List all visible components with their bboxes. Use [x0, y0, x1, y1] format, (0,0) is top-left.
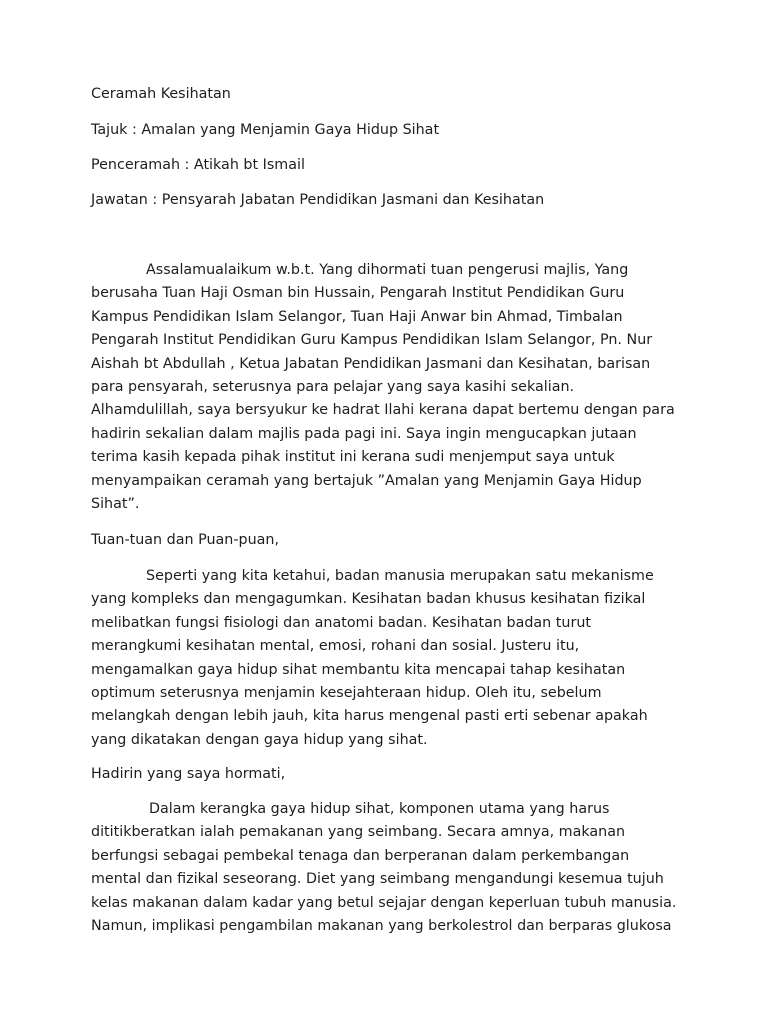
paragraph-line: Seperti yang kita ketahui, badan manusia merupakan satu mekanisme: [146, 568, 654, 584]
paragraph-line: hadirin sekalian dalam majlis pada pagi ini. Saya ingin mengucapkan jutaan: [91, 425, 637, 442]
paragraph-line: dititikberatkan ialah pemakanan yang seimbang. Secara amnya, makanan: [91, 824, 626, 841]
paragraph-line: Kampus Pendidikan Islam Selangor, Tuan Haji Anwar bin Ahmad, Timbalan: [91, 308, 623, 325]
paragraph-line: mengamalkan gaya hidup sihat membantu kita mencapai tahap kesihatan: [91, 661, 626, 678]
paragraph-line: melangkah dengan lebih jauh, kita harus mengenal pasti erti sebenar apakah: [91, 708, 648, 725]
paragraph-line: kelas makanan dalam kadar yang betul sejajar dengan keperluan tubuh manusia.: [91, 894, 677, 911]
body-paragraph: [91, 798, 691, 938]
salutation: Hadirin yang saya hormati,: [91, 766, 286, 782]
paragraph-line: yang dikatakan dengan gaya hidup yang sihat.: [91, 731, 428, 748]
opening-paragraph: [91, 259, 691, 516]
paragraph-line: Pengarah Institut Pendidikan Guru Kampus Pendidikan Islam Selangor, Pn. Nur: [91, 332, 653, 349]
paragraph-line: mental dan fizikal seseorang. Diet yang seimbang mengandungi kesemua tujuh: [91, 871, 664, 888]
position-line: Jawatan : Pensyarah Jabatan Pendidikan Jasmani dan Kesihatan: [91, 192, 545, 208]
paragraph-line: menyampaikan ceramah yang bertajuk ”Amalan yang Menjamin Gaya Hidup: [91, 472, 642, 489]
body-paragraph: [91, 565, 691, 752]
paragraph-line: para pensyarah, seterusnya para pelajar yang saya kasihi sekalian.: [91, 379, 575, 396]
paragraph-line: terima kasih kepada pihak institut ini kerana sudi menjemput saya untuk: [91, 449, 615, 466]
paragraph-line: Alhamdulillah, saya bersyukur ke hadrat Ilahi kerana dapat bertemu dengan para: [91, 402, 675, 419]
document-title: Ceramah Kesihatan: [91, 86, 231, 102]
paragraph-line: yang kompleks dan mengagumkan. Kesihatan badan khusus kesihatan fizikal: [91, 591, 646, 608]
speaker-line: Penceramah : Atikah bt Ismail: [91, 157, 305, 173]
paragraph-line: berfungsi sebagai pembekal tenaga dan berperanan dalam perkembangan: [91, 847, 630, 864]
paragraph-line: optimum seterusnya menjamin kesejahteraan hidup. Oleh itu, sebelum: [91, 685, 602, 702]
paragraph-line: Sihat”.: [91, 496, 140, 513]
paragraph-line: merangkumi kesihatan mental, emosi, rohani dan sosial. Justeru itu,: [91, 638, 580, 655]
paragraph-line: berusaha Tuan Haji Osman bin Hussain, Pengarah Institut Pendidikan Guru: [91, 285, 625, 302]
paragraph-line: melibatkan fungsi fisiologi dan anatomi badan. Kesihatan badan turut: [91, 614, 591, 631]
salutation: Tuan-tuan dan Puan-puan,: [91, 532, 279, 548]
paragraph-line: Aishah bt Abdullah , Ketua Jabatan Pendidikan Jasmani dan Kesihatan, barisan: [91, 355, 651, 372]
paragraph-line: Namun, implikasi pengambilan makanan yang berkolestrol dan berparas glukosa: [91, 918, 672, 935]
paragraph-line: Dalam kerangka gaya hidup sihat, komponen utama yang harus: [149, 801, 610, 817]
topic-line: Tajuk : Amalan yang Menjamin Gaya Hidup Sihat: [91, 122, 440, 138]
paragraph-line: Assalamualaikum w.b.t. Yang dihormati tuan pengerusi majlis, Yang: [146, 262, 629, 278]
